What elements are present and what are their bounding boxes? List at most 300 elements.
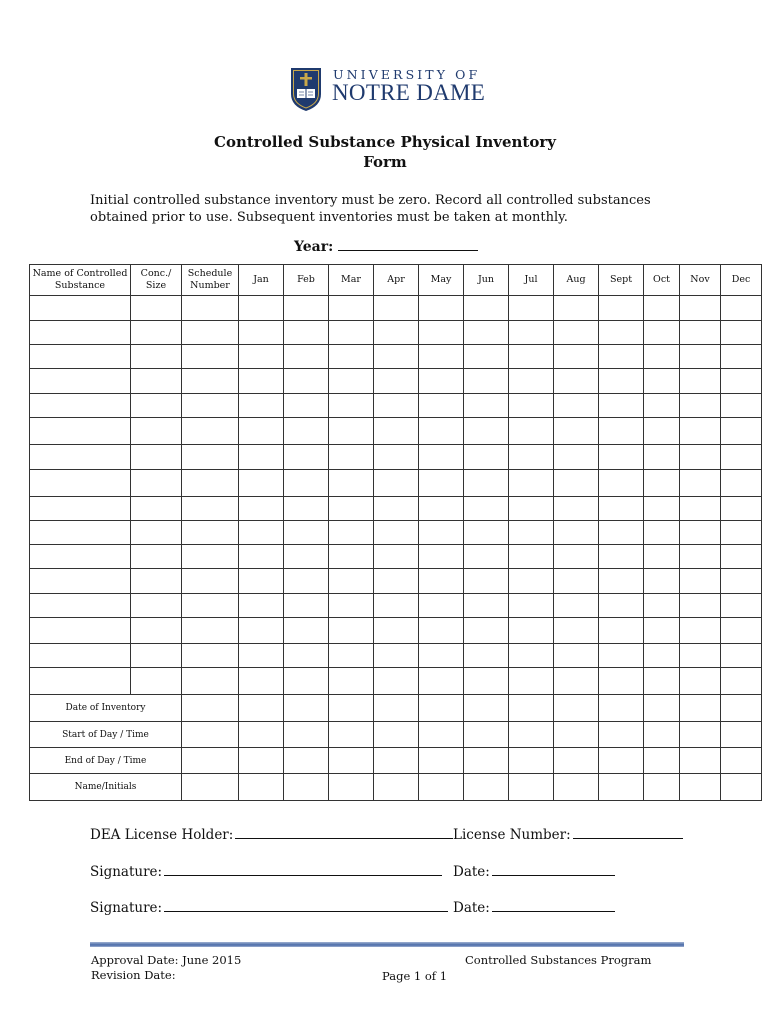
table-cell[interactable]	[419, 722, 464, 748]
table-cell[interactable]	[644, 521, 680, 545]
table-cell[interactable]	[554, 545, 599, 569]
table-cell[interactable]	[680, 445, 721, 470]
table-cell[interactable]	[182, 296, 239, 321]
table-cell[interactable]	[680, 668, 721, 695]
table-cell[interactable]	[284, 445, 329, 470]
table-cell[interactable]	[239, 445, 284, 470]
table-cell[interactable]	[554, 418, 599, 445]
table-cell[interactable]	[131, 521, 182, 545]
table-cell[interactable]	[509, 470, 554, 497]
table-cell[interactable]	[239, 394, 284, 418]
table-cell[interactable]	[329, 668, 374, 695]
table-cell[interactable]	[329, 594, 374, 618]
table-cell[interactable]	[419, 321, 464, 345]
table-cell[interactable]	[419, 569, 464, 594]
table-cell[interactable]	[131, 569, 182, 594]
table-cell[interactable]	[30, 594, 131, 618]
table-cell[interactable]	[599, 345, 644, 369]
table-cell[interactable]	[721, 445, 762, 470]
table-cell[interactable]	[644, 569, 680, 594]
table-cell[interactable]	[554, 521, 599, 545]
table-cell[interactable]	[599, 722, 644, 748]
table-cell[interactable]	[329, 569, 374, 594]
table-cell[interactable]	[509, 569, 554, 594]
table-cell[interactable]	[721, 594, 762, 618]
table-cell[interactable]	[464, 644, 509, 668]
table-cell[interactable]	[30, 470, 131, 497]
table-cell[interactable]	[464, 369, 509, 394]
table-cell[interactable]	[131, 418, 182, 445]
table-cell[interactable]	[329, 748, 374, 774]
table-cell[interactable]	[680, 594, 721, 618]
table-cell[interactable]	[721, 394, 762, 418]
table-cell[interactable]	[131, 394, 182, 418]
table-cell[interactable]	[374, 545, 419, 569]
table-cell[interactable]	[680, 545, 721, 569]
table-cell[interactable]	[680, 722, 721, 748]
table-cell[interactable]	[374, 521, 419, 545]
table-cell[interactable]	[30, 545, 131, 569]
table-cell[interactable]	[599, 545, 644, 569]
table-cell[interactable]	[374, 321, 419, 345]
table-cell[interactable]	[509, 594, 554, 618]
table-cell[interactable]	[721, 668, 762, 695]
table-cell[interactable]	[131, 296, 182, 321]
table-cell[interactable]	[182, 445, 239, 470]
table-cell[interactable]	[464, 418, 509, 445]
table-cell[interactable]	[721, 345, 762, 369]
table-cell[interactable]	[30, 497, 131, 521]
table-cell[interactable]	[721, 644, 762, 668]
date1-line[interactable]	[492, 863, 615, 876]
table-cell[interactable]	[239, 521, 284, 545]
table-cell[interactable]	[509, 521, 554, 545]
table-cell[interactable]	[464, 321, 509, 345]
table-cell[interactable]	[599, 418, 644, 445]
table-cell[interactable]	[680, 774, 721, 801]
table-cell[interactable]	[182, 594, 239, 618]
table-cell[interactable]	[131, 668, 182, 695]
table-cell[interactable]	[419, 668, 464, 695]
table-cell[interactable]	[721, 748, 762, 774]
table-cell[interactable]	[30, 345, 131, 369]
table-cell[interactable]	[599, 497, 644, 521]
table-cell[interactable]	[419, 345, 464, 369]
table-cell[interactable]	[239, 545, 284, 569]
table-cell[interactable]	[644, 321, 680, 345]
table-cell[interactable]	[644, 445, 680, 470]
table-cell[interactable]	[644, 722, 680, 748]
table-cell[interactable]	[284, 521, 329, 545]
table-cell[interactable]	[30, 569, 131, 594]
table-cell[interactable]	[419, 418, 464, 445]
table-cell[interactable]	[419, 644, 464, 668]
table-cell[interactable]	[284, 369, 329, 394]
table-cell[interactable]	[374, 345, 419, 369]
table-cell[interactable]	[644, 618, 680, 644]
table-cell[interactable]	[329, 545, 374, 569]
table-cell[interactable]	[509, 722, 554, 748]
table-cell[interactable]	[239, 748, 284, 774]
table-cell[interactable]	[182, 545, 239, 569]
table-cell[interactable]	[599, 394, 644, 418]
table-cell[interactable]	[599, 644, 644, 668]
year-field[interactable]	[294, 238, 478, 255]
table-cell[interactable]	[239, 695, 284, 722]
table-cell[interactable]	[239, 594, 284, 618]
table-cell[interactable]	[721, 722, 762, 748]
table-cell[interactable]	[721, 618, 762, 644]
table-cell[interactable]	[284, 644, 329, 668]
table-cell[interactable]	[599, 618, 644, 644]
table-cell[interactable]	[509, 644, 554, 668]
table-cell[interactable]	[30, 296, 131, 321]
table-cell[interactable]	[464, 695, 509, 722]
table-cell[interactable]	[239, 569, 284, 594]
table-cell[interactable]	[182, 521, 239, 545]
table-cell[interactable]	[599, 321, 644, 345]
table-cell[interactable]	[509, 618, 554, 644]
table-cell[interactable]	[182, 618, 239, 644]
table-cell[interactable]	[182, 369, 239, 394]
table-cell[interactable]	[599, 521, 644, 545]
table-cell[interactable]	[239, 296, 284, 321]
table-cell[interactable]	[644, 695, 680, 722]
table-cell[interactable]	[329, 695, 374, 722]
table-cell[interactable]	[464, 470, 509, 497]
table-cell[interactable]	[329, 345, 374, 369]
table-cell[interactable]	[329, 774, 374, 801]
table-cell[interactable]	[374, 695, 419, 722]
table-cell[interactable]	[464, 774, 509, 801]
table-cell[interactable]	[721, 695, 762, 722]
table-cell[interactable]	[329, 644, 374, 668]
table-cell[interactable]	[464, 445, 509, 470]
table-cell[interactable]	[680, 644, 721, 668]
table-cell[interactable]	[374, 394, 419, 418]
table-cell[interactable]	[239, 618, 284, 644]
table-cell[interactable]	[644, 594, 680, 618]
table-cell[interactable]	[680, 394, 721, 418]
table-cell[interactable]	[509, 748, 554, 774]
table-cell[interactable]	[599, 296, 644, 321]
table-cell[interactable]	[554, 497, 599, 521]
table-cell[interactable]	[374, 668, 419, 695]
table-cell[interactable]	[419, 296, 464, 321]
table-cell[interactable]	[680, 296, 721, 321]
table-cell[interactable]	[644, 774, 680, 801]
table-cell[interactable]	[721, 774, 762, 801]
table-cell[interactable]	[644, 545, 680, 569]
table-cell[interactable]	[644, 748, 680, 774]
table-cell[interactable]	[464, 668, 509, 695]
table-cell[interactable]	[509, 497, 554, 521]
table-cell[interactable]	[374, 470, 419, 497]
table-cell[interactable]	[599, 594, 644, 618]
table-cell[interactable]	[554, 594, 599, 618]
table-cell[interactable]	[464, 545, 509, 569]
table-cell[interactable]	[419, 521, 464, 545]
table-cell[interactable]	[374, 748, 419, 774]
table-cell[interactable]	[419, 618, 464, 644]
table-cell[interactable]	[239, 418, 284, 445]
table-cell[interactable]	[131, 545, 182, 569]
table-cell[interactable]	[680, 618, 721, 644]
table-cell[interactable]	[182, 569, 239, 594]
table-cell[interactable]	[721, 569, 762, 594]
table-cell[interactable]	[509, 296, 554, 321]
table-cell[interactable]	[374, 774, 419, 801]
date2-line[interactable]	[492, 899, 615, 912]
table-cell[interactable]	[284, 545, 329, 569]
table-cell[interactable]	[239, 345, 284, 369]
table-cell[interactable]	[419, 497, 464, 521]
table-cell[interactable]	[284, 497, 329, 521]
table-cell[interactable]	[464, 345, 509, 369]
date1-field[interactable]	[453, 863, 615, 880]
table-cell[interactable]	[329, 296, 374, 321]
table-cell[interactable]	[284, 394, 329, 418]
table-cell[interactable]	[644, 394, 680, 418]
table-cell[interactable]	[182, 345, 239, 369]
signature1-line[interactable]	[164, 863, 442, 876]
table-cell[interactable]	[284, 774, 329, 801]
table-cell[interactable]	[554, 644, 599, 668]
table-cell[interactable]	[464, 296, 509, 321]
table-cell[interactable]	[239, 369, 284, 394]
table-cell[interactable]	[419, 774, 464, 801]
table-cell[interactable]	[419, 470, 464, 497]
table-cell[interactable]	[419, 545, 464, 569]
table-cell[interactable]	[464, 722, 509, 748]
table-cell[interactable]	[554, 569, 599, 594]
table-cell[interactable]	[680, 470, 721, 497]
table-cell[interactable]	[239, 321, 284, 345]
dea-holder-field[interactable]	[90, 826, 453, 843]
table-cell[interactable]	[464, 521, 509, 545]
table-cell[interactable]	[721, 521, 762, 545]
table-cell[interactable]	[329, 369, 374, 394]
table-cell[interactable]	[419, 445, 464, 470]
table-cell[interactable]	[284, 618, 329, 644]
table-cell[interactable]	[284, 748, 329, 774]
table-cell[interactable]	[182, 695, 239, 722]
table-cell[interactable]	[131, 470, 182, 497]
table-cell[interactable]	[131, 644, 182, 668]
table-cell[interactable]	[284, 296, 329, 321]
table-cell[interactable]	[182, 394, 239, 418]
table-cell[interactable]	[554, 321, 599, 345]
table-cell[interactable]	[554, 445, 599, 470]
table-cell[interactable]	[599, 695, 644, 722]
table-cell[interactable]	[239, 470, 284, 497]
table-cell[interactable]	[131, 321, 182, 345]
table-cell[interactable]	[131, 345, 182, 369]
table-cell[interactable]	[182, 644, 239, 668]
table-cell[interactable]	[182, 668, 239, 695]
table-cell[interactable]	[284, 594, 329, 618]
table-cell[interactable]	[644, 296, 680, 321]
table-cell[interactable]	[284, 321, 329, 345]
table-cell[interactable]	[30, 394, 131, 418]
table-cell[interactable]	[721, 470, 762, 497]
table-cell[interactable]	[644, 418, 680, 445]
table-cell[interactable]	[644, 345, 680, 369]
dea-holder-line[interactable]	[235, 826, 453, 839]
table-cell[interactable]	[374, 445, 419, 470]
table-cell[interactable]	[509, 345, 554, 369]
signature2-line[interactable]	[164, 899, 448, 912]
table-cell[interactable]	[284, 695, 329, 722]
table-cell[interactable]	[509, 394, 554, 418]
signature2-field[interactable]	[90, 899, 448, 916]
table-cell[interactable]	[182, 722, 239, 748]
table-cell[interactable]	[182, 748, 239, 774]
table-cell[interactable]	[680, 321, 721, 345]
table-cell[interactable]	[30, 521, 131, 545]
table-cell[interactable]	[644, 668, 680, 695]
table-cell[interactable]	[554, 345, 599, 369]
table-cell[interactable]	[30, 369, 131, 394]
table-cell[interactable]	[644, 470, 680, 497]
table-cell[interactable]	[509, 545, 554, 569]
table-cell[interactable]	[419, 695, 464, 722]
table-cell[interactable]	[329, 618, 374, 644]
table-cell[interactable]	[239, 774, 284, 801]
table-cell[interactable]	[131, 594, 182, 618]
table-cell[interactable]	[329, 418, 374, 445]
table-cell[interactable]	[329, 722, 374, 748]
table-cell[interactable]	[644, 644, 680, 668]
table-cell[interactable]	[329, 497, 374, 521]
table-cell[interactable]	[680, 497, 721, 521]
table-cell[interactable]	[680, 369, 721, 394]
table-cell[interactable]	[721, 321, 762, 345]
table-cell[interactable]	[374, 569, 419, 594]
table-cell[interactable]	[721, 545, 762, 569]
table-cell[interactable]	[30, 445, 131, 470]
table-cell[interactable]	[680, 418, 721, 445]
table-cell[interactable]	[554, 695, 599, 722]
table-cell[interactable]	[509, 774, 554, 801]
table-cell[interactable]	[284, 345, 329, 369]
table-cell[interactable]	[599, 668, 644, 695]
license-number-line[interactable]	[573, 826, 683, 839]
table-cell[interactable]	[329, 321, 374, 345]
table-cell[interactable]	[464, 394, 509, 418]
table-cell[interactable]	[464, 618, 509, 644]
table-cell[interactable]	[464, 594, 509, 618]
license-number-field[interactable]	[453, 826, 683, 843]
table-cell[interactable]	[509, 695, 554, 722]
table-cell[interactable]	[284, 470, 329, 497]
table-cell[interactable]	[599, 445, 644, 470]
table-cell[interactable]	[131, 618, 182, 644]
table-cell[interactable]	[509, 321, 554, 345]
table-cell[interactable]	[374, 369, 419, 394]
table-cell[interactable]	[374, 644, 419, 668]
table-cell[interactable]	[329, 445, 374, 470]
table-cell[interactable]	[554, 668, 599, 695]
table-cell[interactable]	[239, 644, 284, 668]
table-cell[interactable]	[284, 418, 329, 445]
table-cell[interactable]	[329, 470, 374, 497]
table-cell[interactable]	[509, 668, 554, 695]
table-cell[interactable]	[721, 296, 762, 321]
table-cell[interactable]	[284, 722, 329, 748]
table-cell[interactable]	[419, 369, 464, 394]
table-cell[interactable]	[554, 470, 599, 497]
table-cell[interactable]	[329, 521, 374, 545]
table-cell[interactable]	[419, 748, 464, 774]
year-input-line[interactable]	[338, 238, 478, 251]
table-cell[interactable]	[599, 774, 644, 801]
table-cell[interactable]	[721, 369, 762, 394]
table-cell[interactable]	[419, 594, 464, 618]
table-cell[interactable]	[599, 369, 644, 394]
table-cell[interactable]	[554, 722, 599, 748]
table-cell[interactable]	[30, 418, 131, 445]
table-cell[interactable]	[239, 722, 284, 748]
table-cell[interactable]	[374, 594, 419, 618]
table-cell[interactable]	[30, 321, 131, 345]
table-cell[interactable]	[182, 418, 239, 445]
table-cell[interactable]	[131, 369, 182, 394]
table-cell[interactable]	[182, 774, 239, 801]
table-cell[interactable]	[554, 774, 599, 801]
table-cell[interactable]	[599, 470, 644, 497]
table-cell[interactable]	[464, 748, 509, 774]
table-cell[interactable]	[680, 345, 721, 369]
table-cell[interactable]	[599, 748, 644, 774]
table-cell[interactable]	[182, 470, 239, 497]
table-cell[interactable]	[131, 445, 182, 470]
table-cell[interactable]	[464, 569, 509, 594]
table-cell[interactable]	[374, 497, 419, 521]
table-cell[interactable]	[680, 569, 721, 594]
table-cell[interactable]	[644, 369, 680, 394]
table-cell[interactable]	[374, 618, 419, 644]
table-cell[interactable]	[239, 497, 284, 521]
table-cell[interactable]	[509, 445, 554, 470]
signature1-field[interactable]	[90, 863, 442, 880]
table-cell[interactable]	[374, 722, 419, 748]
table-cell[interactable]	[419, 394, 464, 418]
table-cell[interactable]	[554, 748, 599, 774]
table-cell[interactable]	[374, 418, 419, 445]
table-cell[interactable]	[329, 394, 374, 418]
table-cell[interactable]	[284, 569, 329, 594]
table-cell[interactable]	[131, 497, 182, 521]
table-cell[interactable]	[374, 296, 419, 321]
table-cell[interactable]	[182, 497, 239, 521]
table-cell[interactable]	[554, 369, 599, 394]
table-cell[interactable]	[509, 369, 554, 394]
table-cell[interactable]	[509, 418, 554, 445]
table-cell[interactable]	[644, 497, 680, 521]
table-cell[interactable]	[599, 569, 644, 594]
table-cell[interactable]	[721, 418, 762, 445]
table-cell[interactable]	[680, 521, 721, 545]
table-cell[interactable]	[239, 668, 284, 695]
table-cell[interactable]	[680, 695, 721, 722]
table-cell[interactable]	[554, 618, 599, 644]
table-cell[interactable]	[30, 644, 131, 668]
table-cell[interactable]	[284, 668, 329, 695]
table-cell[interactable]	[30, 618, 131, 644]
date2-field[interactable]	[453, 899, 615, 916]
table-cell[interactable]	[554, 394, 599, 418]
